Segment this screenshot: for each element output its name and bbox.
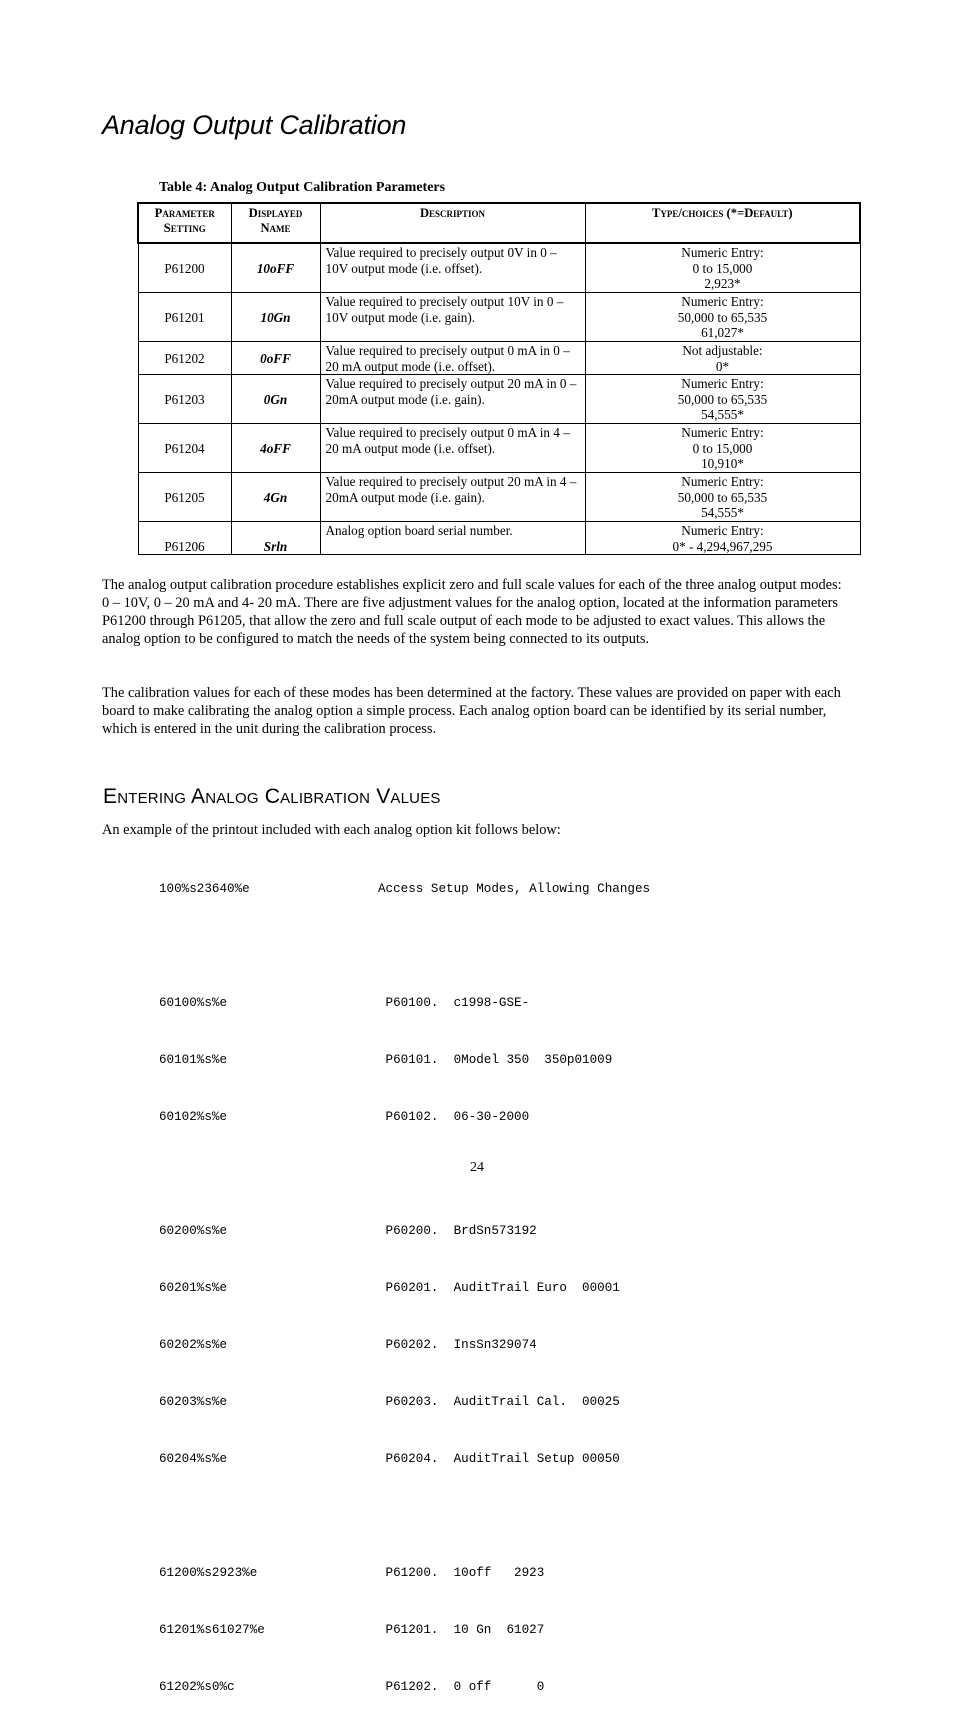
table-row [138,342,860,375]
table-row [138,243,860,293]
table-row [138,473,860,522]
parameter-cell: P61201 [138,293,231,342]
type-cell: Numeric Entry: 50,000 to 65,535 54,555* [585,473,860,522]
table-header-row [138,203,860,243]
displayed-name-cell: 4oFF [231,424,320,473]
table-row [138,424,860,473]
parameter-cell: P61205 [138,473,231,522]
header-parameter-setting: Parameter Setting [138,203,231,243]
description-cell: Value required to precisely output 20 mA in 4 – 20mA output mode (i.e. gain). [320,473,585,522]
parameter-cell: P61206 [138,522,231,555]
type-cell: Numeric Entry: 50,000 to 65,535 61,027* [585,293,860,342]
printout-line: 60204%s%e P60204. AuditTrail Setup 00050 [159,1452,620,1466]
printout-line [159,1507,650,1526]
parameter-cell: P61202 [138,342,231,375]
header-type-choices: Type/choices (*=Default) [585,203,860,243]
displayed-name-cell: 10Gn [231,293,320,342]
paragraph-factory-values: The calibration values for each of these modes has been determined at the factory. These values are provided on paper with each board to make calibrating the analog option a simple process. Each analog option board can be identified by its serial number, which is entered in the unit during the calibration process. [102,685,841,737]
header-description: Description [320,203,585,243]
description-cell: Value required to precisely output 0 mA in 4 – 20 mA output mode (i.e. offset). [320,424,585,473]
printout-line: 60201%s%e P60201. AuditTrail Euro 00001 [159,1281,620,1295]
description-cell: Value required to precisely output 0 mA in 0 – 20 mA output mode (i.e. offset). [320,342,585,375]
printout-line: 60100%s%e P60100. c1998-GSE- [159,996,530,1010]
type-cell: Not adjustable: 0* [585,342,860,375]
page-title: Analog Output Calibration [102,110,407,140]
printout-line: 60101%s%e P60101. 0Model 350 350p01009 [159,1053,613,1067]
printout-line: 61201%s61027%e P61201. 10 Gn 61027 [159,1623,545,1637]
type-cell: Numeric Entry: 50,000 to 65,535 54,555* [585,375,860,424]
paragraph-calibration-procedure: The analog output calibration procedure establishes explicit zero and full scale values for each of the three analog output modes: 0 – 10V, 0 – 20 mA and 4- 20 mA. There are five adjustment values for the analog option, located at the information parameters P61200 through P61205, that allow the zero and full scale output of each mode to be adjusted to exact values. This allows the analog option to be configured to match the needs of the system being connected to its outputs. [102,577,842,647]
displayed-name-cell: 4Gn [231,473,320,522]
description-cell: Value required to precisely output 20 mA in 0 – 20mA output mode (i.e. gain). [320,375,585,424]
printout-line [159,937,650,956]
displayed-name-cell: 0oFF [231,342,320,375]
printout-intro: An example of the printout included with each analog option kit follows below: [102,822,561,838]
page-number: 24 [470,1160,484,1175]
printout-line: 100%s23640%e Access Setup Modes, Allowing Changes [159,882,651,896]
printout-line: 60102%s%e P60102. 06-30-2000 [159,1110,530,1124]
printout-line: 60200%s%e P60200. BrdSn573192 [159,1224,537,1238]
table-caption: Table 4: Analog Output Calibration Parameters [159,180,446,195]
printout-line: 60203%s%e P60203. AuditTrail Cal. 00025 [159,1395,620,1409]
description-cell: Analog option board serial number. [320,522,585,555]
calibration-parameters-table [137,202,861,555]
description-cell: Value required to precisely output 0V in 0 – 10V output mode (i.e. offset). [320,243,585,293]
parameter-cell: P61203 [138,375,231,424]
displayed-name-cell: 0Gn [231,375,320,424]
table-row [138,522,860,555]
table-row [138,293,860,342]
printout-line: 61202%s0%c P61202. 0 off 0 [159,1680,545,1694]
printout-example [159,842,650,1716]
printout-line: 61200%s2923%e P61200. 10off 2923 [159,1566,545,1580]
description-cell: Value required to precisely output 10V in 0 – 10V output mode (i.e. gain). [320,293,585,342]
header-displayed-name: Displayed Name [231,203,320,243]
parameter-cell: P61204 [138,424,231,473]
type-cell: Numeric Entry: 0* - 4,294,967,295 [585,522,860,555]
printout-line: 60202%s%e P60202. InsSn329074 [159,1338,537,1352]
type-cell: Numeric Entry: 0 to 15,000 10,910* [585,424,860,473]
section-heading: Entering Analog Calibration Values [103,785,441,808]
table-row [138,375,860,424]
parameter-cell: P61200 [138,243,231,293]
displayed-name-cell: Srln [231,522,320,555]
displayed-name-cell: 10oFF [231,243,320,293]
type-cell: Numeric Entry: 0 to 15,000 2,923* [585,243,860,293]
